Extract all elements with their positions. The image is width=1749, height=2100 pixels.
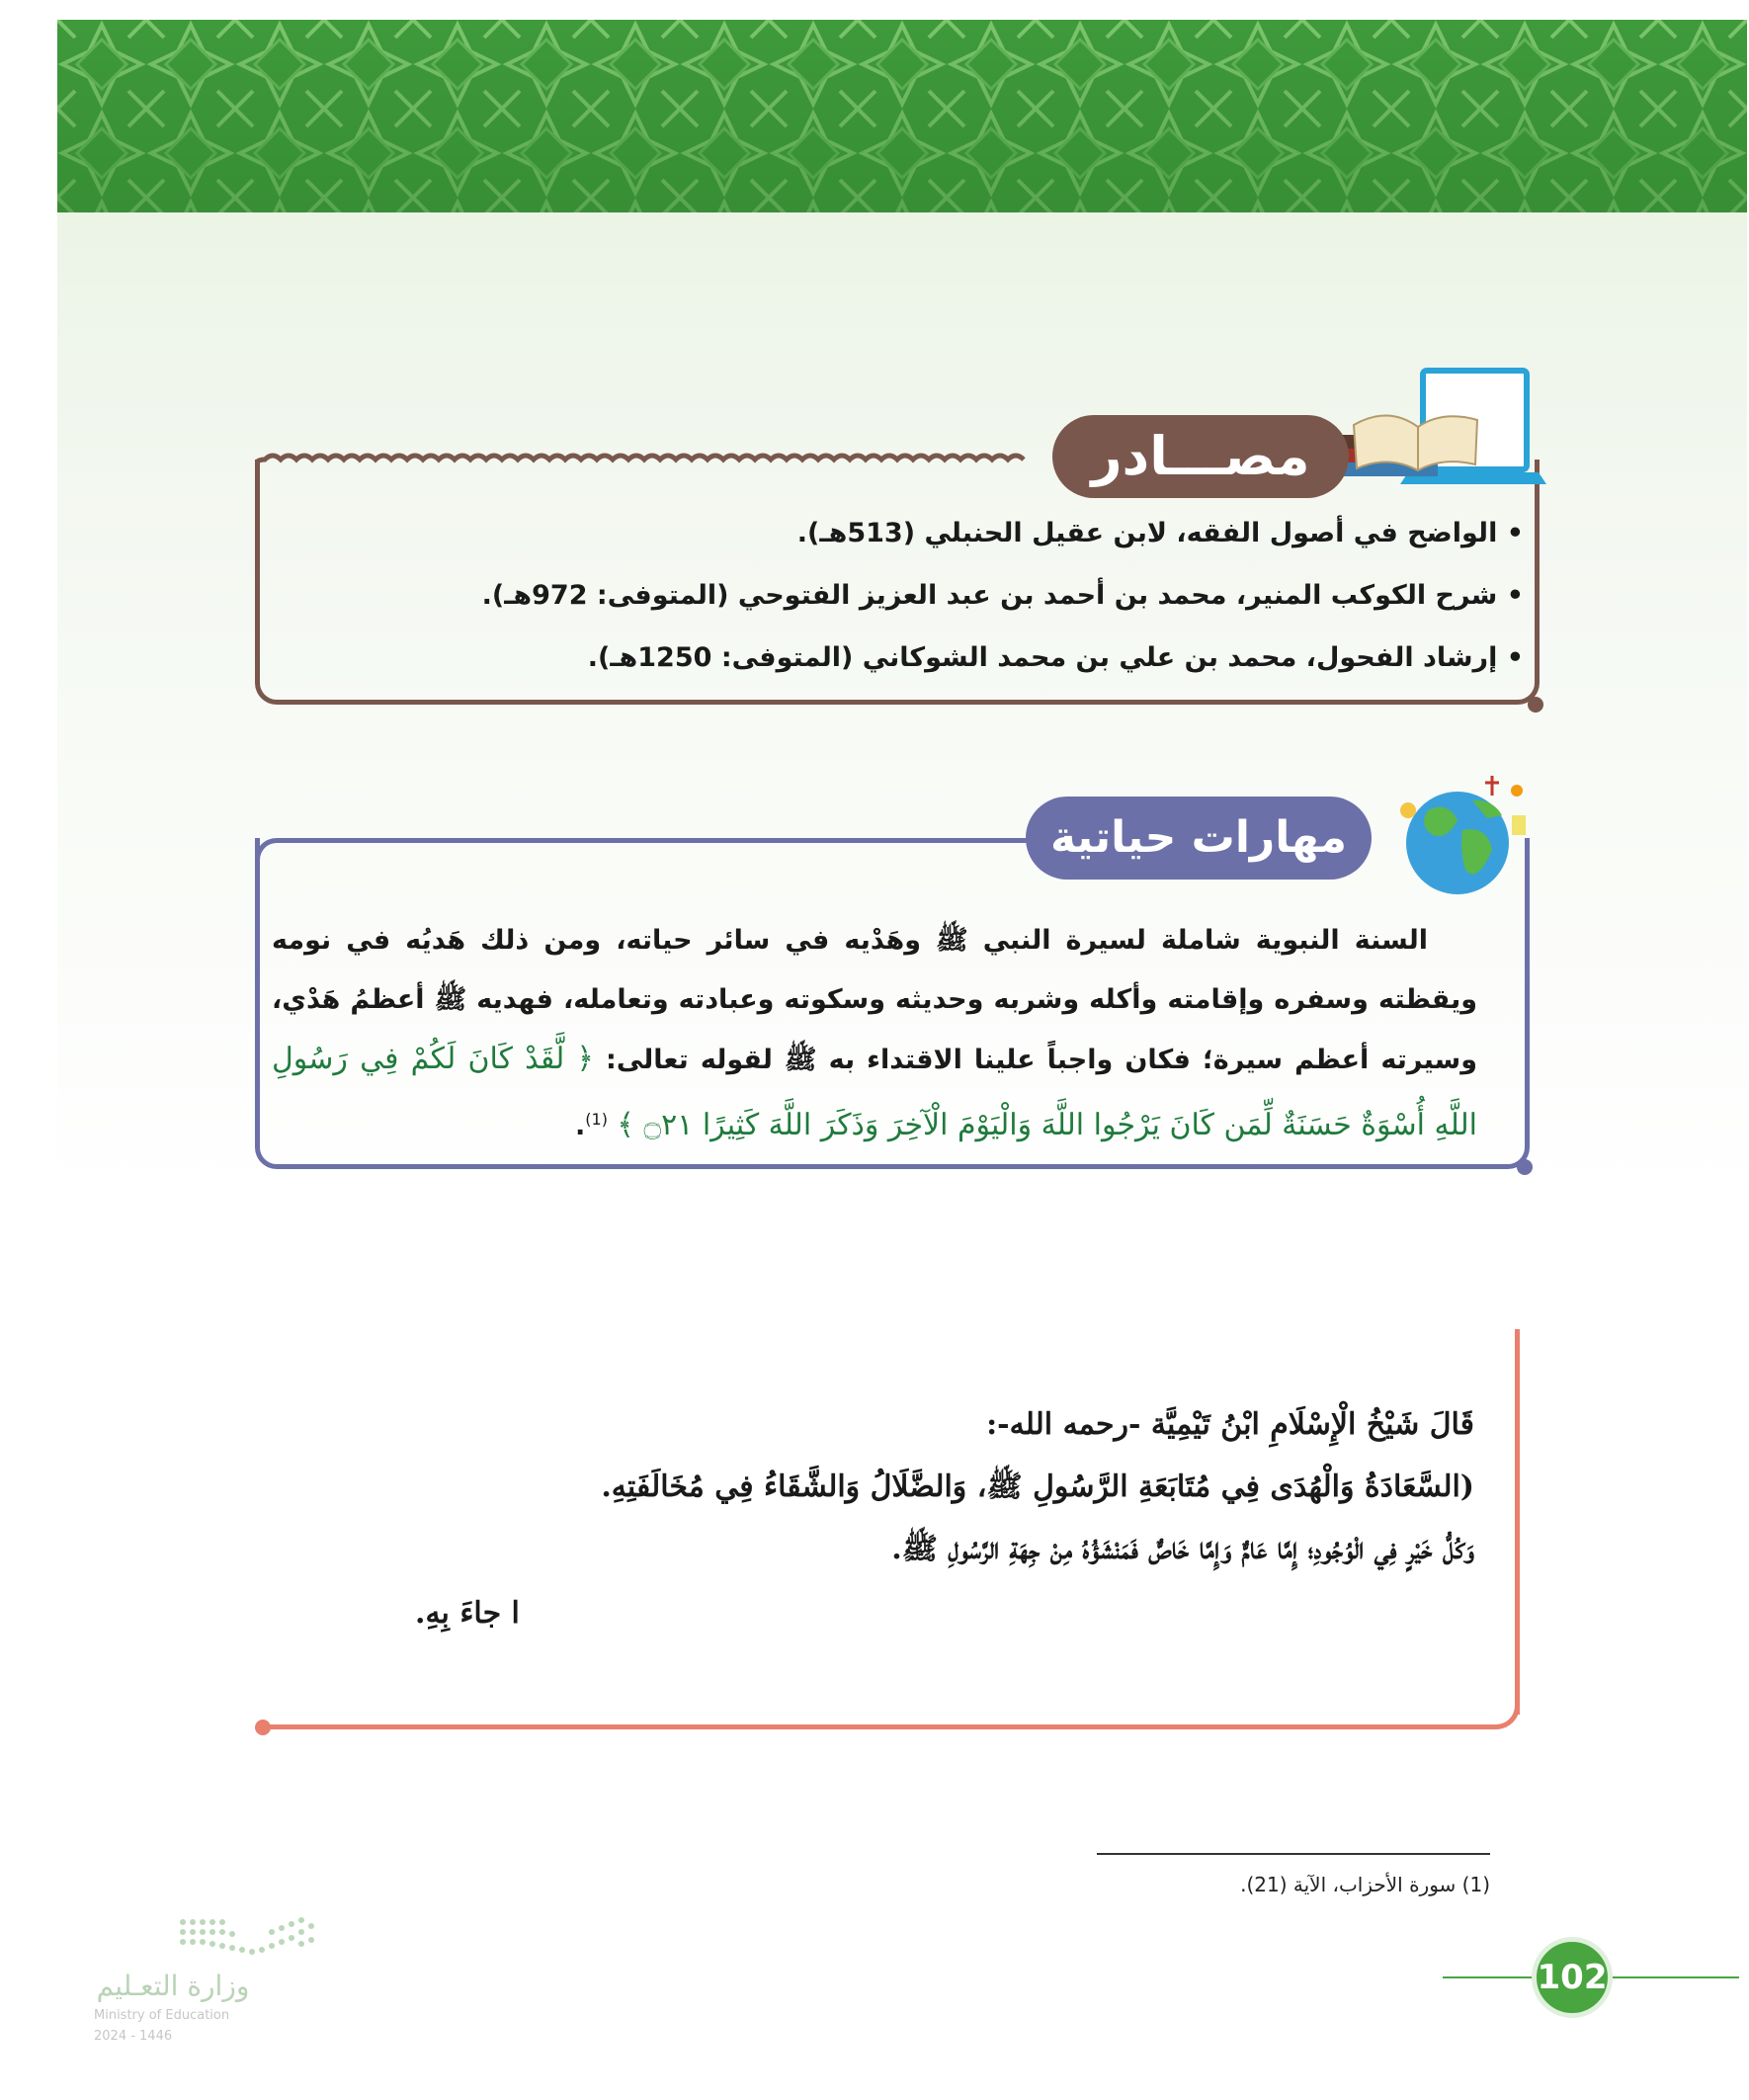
- quote-line: (السَّعَادَةُ وَالْهُدَى فِي مُتَابَعَةِ الرَّسُولِ ﷺ، وَالضَّلَالُ وَالشَّقَاءُ فِي مُخَالَفَتِهِ.: [601, 1470, 1474, 1504]
- sources-title: مصـــادر: [1052, 415, 1349, 498]
- life-skills-end-dot: [1517, 1159, 1533, 1175]
- list-item: • شرح الكوكب المنير، محمد بن أحمد بن عبد العزيز الفتوحي (المتوفى: 972هـ).: [279, 571, 1524, 633]
- sources-list: [279, 509, 1524, 696]
- quote-line: وَكُلُّ خَيْرٍ فِي الْوُجُودِ؛ إِمَّا عَامٌّ وَإِمَّا خَاصٌّ فَمَنْشَؤُهُ مِنْ جِهَةِ الرَّسُولِ ﷺ.: [891, 1532, 1474, 1566]
- ministry-name-arabic: وزارة التعـليم: [96, 1970, 250, 2002]
- globe-icon: [1378, 771, 1546, 899]
- paragraph-end: .: [575, 1111, 586, 1141]
- footnote-text: (1) سورة الأحزاب، الآية (21).: [1240, 1873, 1490, 1896]
- quran-verse: ﴿ لَّقَدْ كَانَ لَكُمْ فِي رَسُولِ اللَّهِ أُسْوَةٌ حَسَنَةٌ لِّمَن كَانَ يَرْجُوا اللَّهَ وَالْيَوْمَ الْآخِرَ وَذَكَرَ اللَّهَ كَثِيرًا ۝٢١ ﴾: [272, 1042, 1477, 1142]
- life-skills-corner: [255, 838, 294, 878]
- footnote-separator: [1097, 1853, 1490, 1855]
- quote-end-fragment: ا جاءَ بِهِ.: [415, 1596, 520, 1631]
- life-skills-paragraph: [272, 911, 1477, 1156]
- quote-end-dot: [255, 1720, 271, 1735]
- quote-line: قَالَ شَيْخُ الْإِسْلَامِ ابْنُ تَيْمِيَّة -رحمه الله-:: [986, 1407, 1474, 1442]
- quote-border-horizontal: [265, 1724, 1495, 1729]
- quote-text: [308, 1393, 1474, 1580]
- quote-border-vertical: [1515, 1329, 1520, 1715]
- ministry-name-english: Ministry of Education: [94, 2008, 230, 2023]
- ministry-logo: [94, 1912, 331, 2051]
- list-item: • إرشاد الفحول، محمد بن علي بن محمد الشوكاني (المتوفى: 1250هـ).: [279, 633, 1524, 696]
- decorative-banner: [57, 20, 1747, 212]
- life-skills-title: مهارات حياتية: [1026, 797, 1372, 880]
- footnote-reference: (1): [585, 1110, 608, 1129]
- ministry-year: 2024 - 1446: [94, 2029, 173, 2044]
- sources-end-dot: [1528, 697, 1543, 713]
- life-skills-top-border: [275, 838, 1065, 843]
- page-number: 102: [1532, 1937, 1613, 2018]
- laptop-books-icon: [1309, 366, 1546, 494]
- life-skills-body: السنة النبوية شاملة لسيرة النبي ﷺ وهَدْيه في سائر حياته، ومن ذلك هَديُه في نومه ويقظته وسفره وإقامته وأكله وشربه وحديثه وسكوته وعبادته وتعامله، فهديه ﷺ أعظمُ هَدْي، وسيرته أعظم سيرة؛ فكان واجباً علينا الاقتداء به ﷺ لقوله تعالى:: [272, 925, 1478, 1075]
- ministry-dots-icon: [173, 1912, 331, 1967]
- list-item: • الواضح في أصول الفقه، لابن عقيل الحنبلي (513هـ).: [279, 509, 1524, 571]
